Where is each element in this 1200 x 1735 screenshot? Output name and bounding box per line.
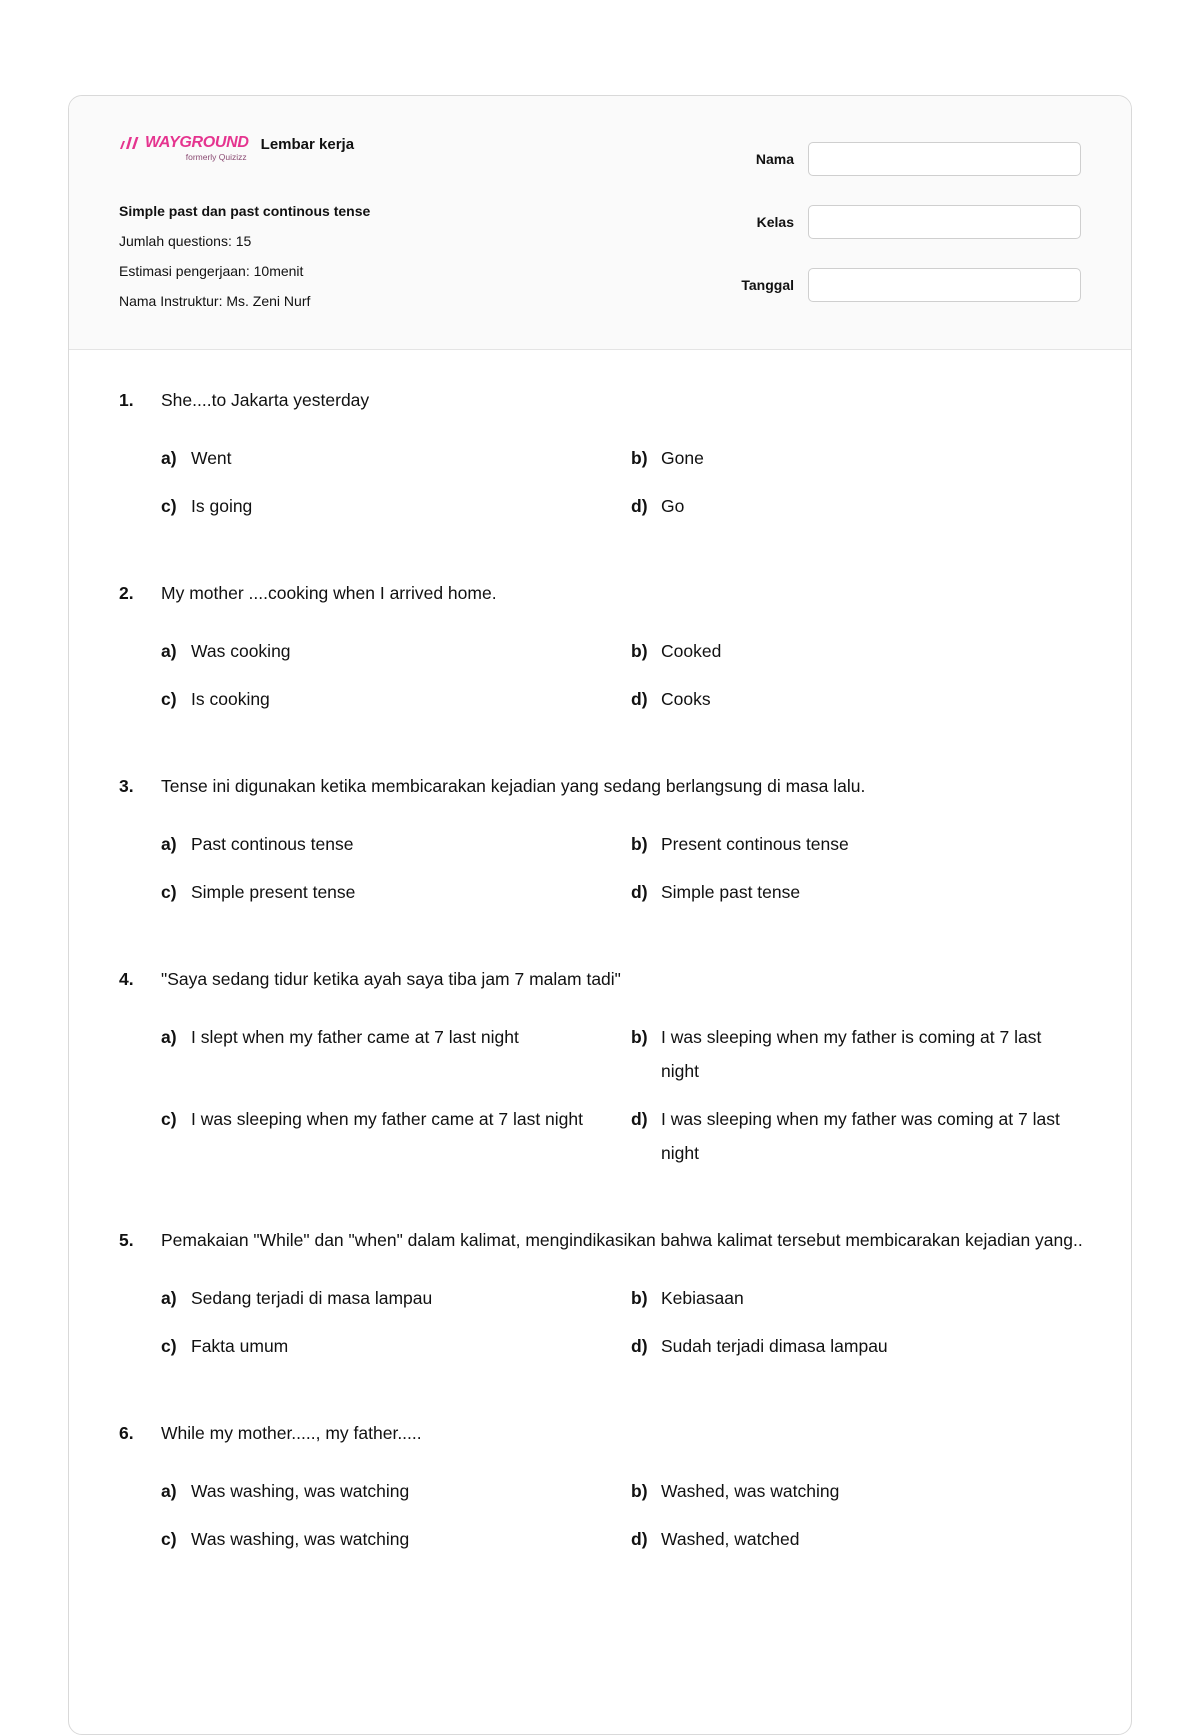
name-label: Nama — [755, 151, 794, 167]
option-letter: a) — [161, 834, 177, 854]
option-letter: d) — [631, 882, 648, 902]
answer-option[interactable] — [631, 441, 1089, 475]
option-text: Is going — [191, 496, 253, 516]
option-letter: c) — [161, 882, 177, 902]
option-letter: b) — [631, 834, 648, 854]
answer-options — [161, 1474, 1089, 1556]
option-letter: b) — [631, 1288, 648, 1308]
option-text: I was sleeping when my father came at 7 last night — [191, 1109, 584, 1129]
question-text: My mother ....cooking when I arrived home. — [161, 583, 497, 603]
option-letter: c) — [161, 1336, 177, 1356]
answer-options — [161, 1281, 1089, 1363]
answer-options — [161, 441, 1089, 523]
option-letter: a) — [161, 641, 177, 661]
student-fields — [741, 141, 1081, 330]
option-letter: d) — [631, 689, 648, 709]
class-label: Kelas — [756, 214, 794, 230]
option-letter: c) — [161, 689, 177, 709]
question-list — [119, 383, 1089, 1609]
worksheet-meta — [119, 196, 370, 316]
date-field-row — [741, 267, 1081, 303]
option-text: Washed, watched — [661, 1529, 800, 1549]
answer-option[interactable] — [631, 1474, 1089, 1508]
option-letter: d) — [631, 1529, 648, 1549]
worksheet — [68, 95, 1132, 1735]
option-text: Was washing, was watching — [191, 1481, 410, 1501]
time-estimate: Estimasi pengerjaan: 10menit — [119, 263, 304, 279]
name-input[interactable] — [808, 142, 1081, 176]
answer-option[interactable] — [161, 1102, 631, 1170]
instructor-name: Nama Instruktur: Ms. Zeni Nurf — [119, 293, 311, 309]
answer-option[interactable] — [161, 1329, 631, 1363]
option-text: Was cooking — [191, 641, 291, 661]
answer-option[interactable] — [631, 1102, 1089, 1170]
option-text: Past continous tense — [191, 834, 354, 854]
answer-options — [161, 1020, 1089, 1170]
option-text: Cooks — [661, 689, 711, 709]
worksheet-topic: Simple past dan past continous tense — [119, 203, 371, 219]
option-text: Sudah terjadi dimasa lampau — [661, 1336, 888, 1356]
question-text: "Saya sedang tidur ketika ayah saya tiba jam 7 malam tadi" — [161, 969, 621, 989]
wayground-logo — [119, 134, 249, 162]
option-letter: d) — [631, 496, 648, 516]
answer-option[interactable] — [631, 1020, 1089, 1088]
answer-option[interactable] — [631, 1281, 1089, 1315]
document-type: Lembar kerja — [260, 136, 355, 153]
answer-option[interactable] — [161, 875, 631, 909]
question — [119, 962, 1089, 1170]
class-field-row — [741, 204, 1081, 240]
option-letter: d) — [631, 1336, 648, 1356]
question-text: While my mother....., my father..... — [161, 1423, 422, 1443]
option-text: Kebiasaan — [661, 1288, 744, 1308]
option-letter: b) — [631, 1481, 648, 1501]
date-label: Tanggal — [741, 277, 794, 293]
option-text: Was washing, was watching — [191, 1529, 410, 1549]
worksheet-header — [69, 96, 1131, 350]
option-letter: a) — [161, 1027, 177, 1047]
brand-name: WAYGROUND — [145, 134, 249, 151]
option-text: Go — [661, 496, 685, 516]
option-text: I slept when my father came at 7 last night — [191, 1027, 519, 1047]
option-text: Present continous tense — [661, 834, 849, 854]
question — [119, 383, 1089, 523]
question-text: She....to Jakarta yesterday — [161, 390, 370, 410]
question — [119, 1223, 1089, 1363]
option-text: Simple past tense — [661, 882, 801, 902]
question-number: 2. — [119, 583, 134, 603]
answer-option[interactable] — [631, 875, 1089, 909]
option-text: Sedang terjadi di masa lampau — [191, 1288, 433, 1308]
question — [119, 769, 1089, 909]
question-number: 1. — [119, 390, 134, 410]
option-text: Is cooking — [191, 689, 270, 709]
option-text: Gone — [661, 448, 704, 468]
option-text: Washed, was watching — [661, 1481, 840, 1501]
answer-option[interactable] — [161, 634, 631, 668]
answer-option[interactable] — [161, 489, 631, 523]
option-letter: b) — [631, 641, 648, 661]
question — [119, 576, 1089, 716]
class-input[interactable] — [808, 205, 1081, 239]
answer-option[interactable] — [631, 1522, 1089, 1556]
answer-options — [161, 634, 1089, 716]
question-text: Pemakaian "While" dan "when" dalam kalimat, mengindikasikan bahwa kalimat tersebut membicarakan kejadian yang.. — [161, 1230, 1083, 1250]
answer-option[interactable] — [161, 441, 631, 475]
brand — [119, 134, 354, 162]
answer-option[interactable] — [161, 827, 631, 861]
name-field-row — [741, 141, 1081, 177]
question-number: 3. — [119, 776, 134, 796]
question-number: 6. — [119, 1423, 134, 1443]
answer-option[interactable] — [161, 1474, 631, 1508]
answer-option[interactable] — [631, 634, 1089, 668]
option-letter: c) — [161, 1529, 177, 1549]
question — [119, 1416, 1089, 1556]
question-text: Tense ini digunakan ketika membicarakan kejadian yang sedang berlangsung di masa lalu. — [161, 776, 866, 796]
question-count: Jumlah questions: 15 — [119, 233, 252, 249]
answer-option[interactable] — [631, 682, 1089, 716]
option-letter: b) — [631, 1027, 648, 1047]
answer-option[interactable] — [161, 1522, 631, 1556]
question-number: 4. — [119, 969, 134, 989]
option-text: Went — [191, 448, 232, 468]
answer-option[interactable] — [161, 682, 631, 716]
option-letter: c) — [161, 1109, 177, 1129]
answer-option[interactable] — [631, 489, 1089, 523]
brand-subtitle: formerly Quizizz — [185, 152, 247, 162]
answer-option[interactable] — [631, 1329, 1089, 1363]
answer-option[interactable] — [161, 1020, 631, 1088]
option-letter: d) — [631, 1109, 648, 1129]
option-letter: a) — [161, 1288, 177, 1308]
date-input[interactable] — [808, 268, 1081, 302]
option-text: Simple present tense — [191, 882, 356, 902]
answer-option[interactable] — [631, 827, 1089, 861]
answer-option[interactable] — [161, 1281, 631, 1315]
option-text: I was sleeping when my father is coming at 7 last night — [661, 1027, 1042, 1081]
option-text: Cooked — [661, 641, 722, 661]
question-number: 5. — [119, 1230, 134, 1250]
option-letter: a) — [161, 1481, 177, 1501]
wayground-mark-icon — [119, 136, 141, 150]
option-letter: b) — [631, 448, 648, 468]
option-text: Fakta umum — [191, 1336, 289, 1356]
option-letter: a) — [161, 448, 177, 468]
option-letter: c) — [161, 496, 177, 516]
option-text: I was sleeping when my father was coming at 7 last night — [661, 1109, 1060, 1163]
answer-options — [161, 827, 1089, 909]
